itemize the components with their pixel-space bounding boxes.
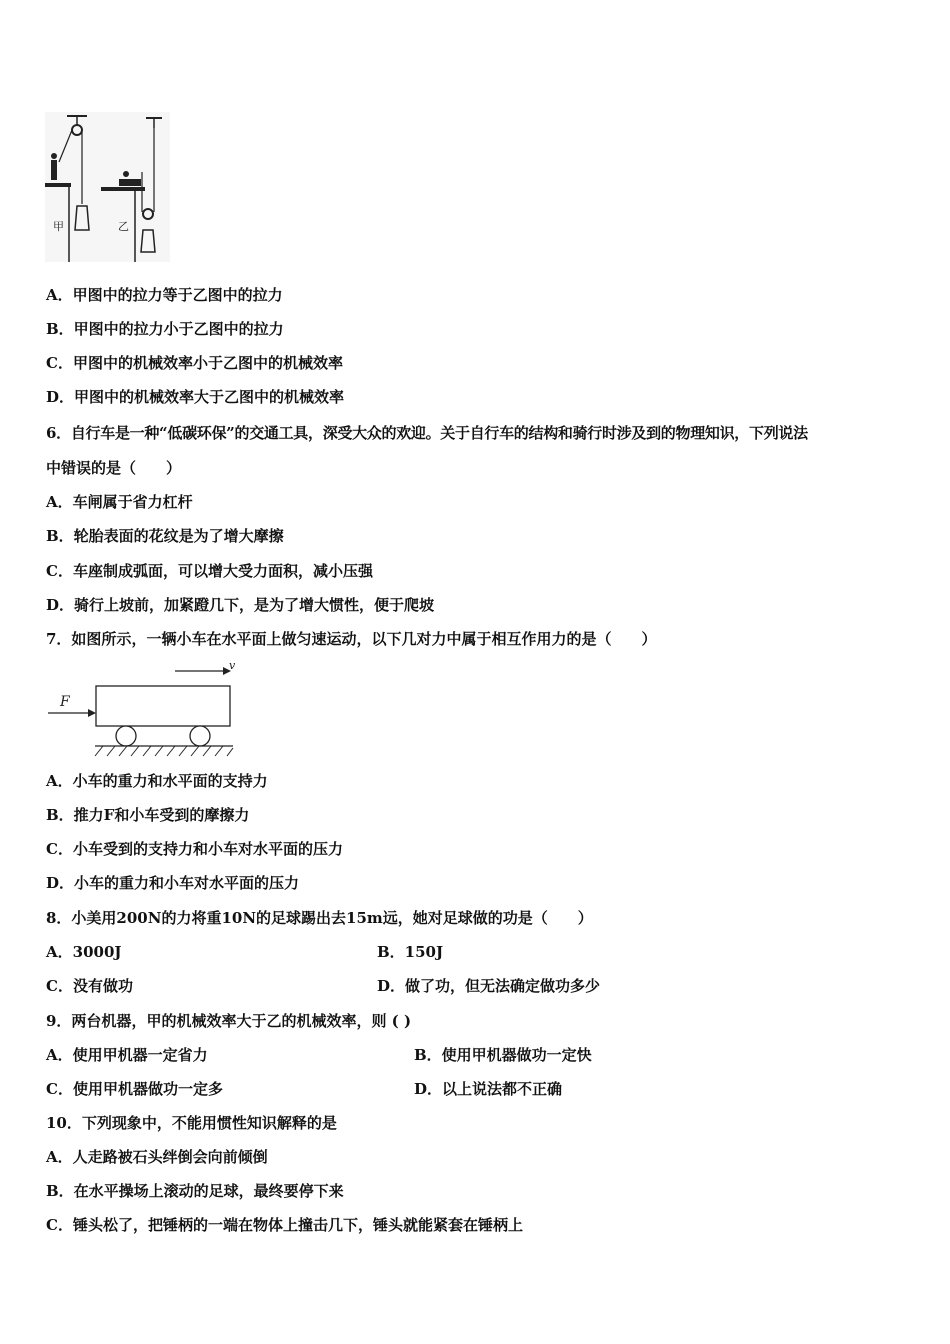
q6-stem-line1: 6．自行车是一种“低碳环保”的交通工具，深受大众的欢迎。关于自行车的结构和骑行时涉及到的物理知识，下列说法 xyxy=(46,424,808,442)
q7-option-c: C．小车受到的支持力和小车对水平面的压力 xyxy=(46,840,343,858)
q9-option-a: A．使用甲机器一定省力 xyxy=(46,1046,208,1064)
figure-label-jia: 甲 xyxy=(53,220,64,233)
q6-stem-line2: 中错误的是（ ） xyxy=(46,459,182,477)
q7-option-d: D．小车的重力和小车对水平面的压力 xyxy=(46,874,300,892)
q7-option-b: B．推力F和小车受到的摩擦力 xyxy=(46,806,250,824)
q6-option-c: C．车座制成弧面，可以增大受力面积，减小压强 xyxy=(46,562,373,580)
q10-option-b: B．在水平操场上滚动的足球，最终要停下来 xyxy=(46,1182,344,1200)
q9-option-d: D．以上说法都不正确 xyxy=(414,1080,563,1098)
q8-option-a: A．3000J xyxy=(46,943,122,961)
q7-stem: 7．如图所示，一辆小车在水平面上做匀速运动，以下几对力中属于相互作用力的是（ ） xyxy=(46,630,657,648)
q9-option-b: B．使用甲机器做功一定快 xyxy=(414,1046,592,1064)
force-label: F xyxy=(60,694,70,710)
q8-option-b: B．150J xyxy=(377,943,444,961)
q10-option-c: C．锤头松了，把锤柄的一端在物体上撞击几下，锤头就能紧套在锤柄上 xyxy=(46,1216,523,1234)
q10-stem: 10．下列现象中，不能用惯性知识解释的是 xyxy=(46,1114,337,1132)
q5-option-a: A．甲图中的拉力等于乙图中的拉力 xyxy=(46,286,283,304)
cart-figure xyxy=(45,660,245,760)
q9-option-c: C．使用甲机器做功一定多 xyxy=(46,1080,223,1098)
q9-stem: 9．两台机器，甲的机械效率大于乙的机械效率，则 ( ) xyxy=(46,1012,412,1030)
q7-option-a: A．小车的重力和水平面的支持力 xyxy=(46,772,268,790)
q6-option-d: D．骑行上坡前，加紧蹬几下，是为了增大惯性，便于爬坡 xyxy=(46,596,435,614)
q5-option-c: C．甲图中的机械效率小于乙图中的机械效率 xyxy=(46,354,343,372)
q6-option-a: A．车闸属于省力杠杆 xyxy=(46,493,193,511)
q10-option-a: A．人走路被石头绊倒会向前倾倒 xyxy=(46,1148,268,1166)
velocity-label: v xyxy=(229,660,236,672)
pulley-figure xyxy=(45,112,170,262)
q5-option-d: D．甲图中的机械效率大于乙图中的机械效率 xyxy=(46,388,345,406)
q8-stem: 8．小美用200N的力将重10N的足球踢出去15m远，她对足球做的功是（ ） xyxy=(46,909,593,927)
q6-option-b: B．轮胎表面的花纹是为了增大摩擦 xyxy=(46,527,284,545)
q8-option-c: C．没有做功 xyxy=(46,977,133,995)
q8-option-d: D．做了功，但无法确定做功多少 xyxy=(377,977,601,995)
q5-option-b: B．甲图中的拉力小于乙图中的拉力 xyxy=(46,320,284,338)
figure-label-yi: 乙 xyxy=(118,220,129,233)
